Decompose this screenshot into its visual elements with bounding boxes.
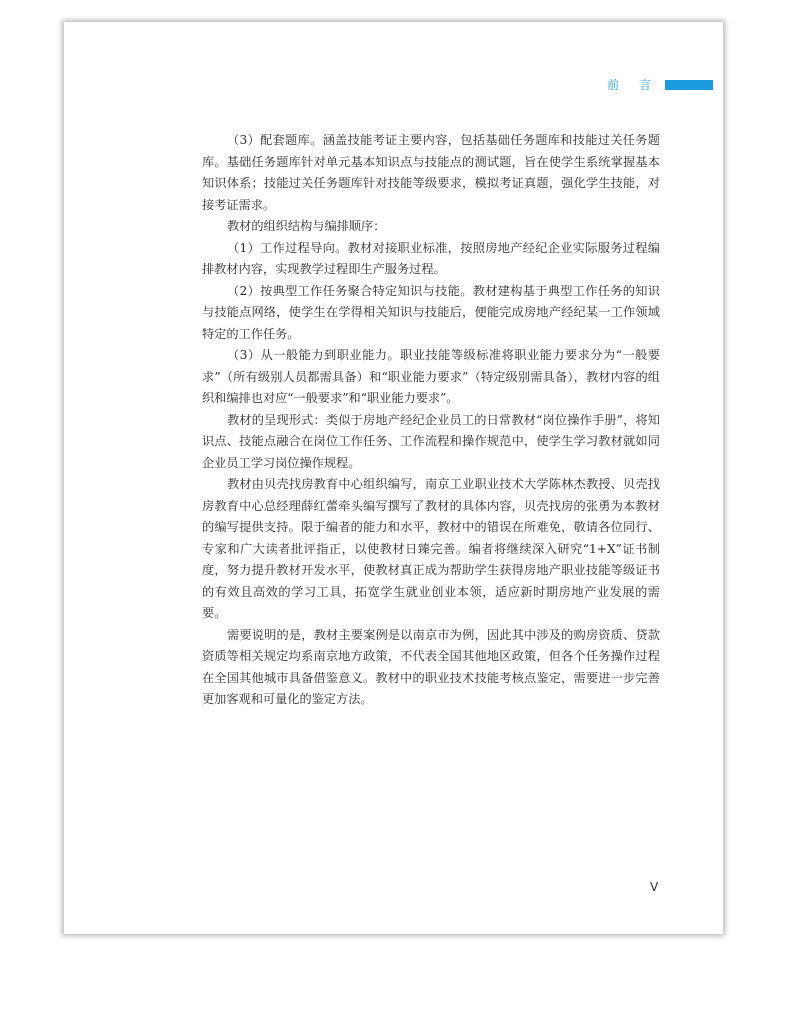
page-number: V bbox=[650, 880, 659, 894]
document-page bbox=[64, 22, 723, 934]
paragraph: （3）配套题库。涵盖技能考证主要内容，包括基础任务题库和技能过关任务题库。基础任务题库针对单元基本知识点与技能点的测试题，旨在使学生系统掌握基本知识体系；技能过关任务题库针对技能等级要求，模拟考证真题，强化学生技能，对接考证需求。 bbox=[202, 133, 660, 212]
header-accent-bar bbox=[665, 80, 713, 90]
paragraph: （2）按典型工作任务聚合特定知识与技能。教材建构基于典型工作任务的知识与技能点网络，使学生在学得相关知识与技能后，便能完成房地产经纪某一工作领域特定的工作任务。 bbox=[202, 283, 660, 341]
paragraph: 需要说明的是，教材主要案例是以南京市为例，因此其中涉及的购房资质、贷款资质等相关规定均系南京地方政策，不代表全国其他地区政策，但各个任务操作过程在全国其他城市具备借鉴意义。教材中的职业技术技能考核点鉴定，需要进一步完善更加客观和可量化的鉴定方法。 bbox=[202, 627, 660, 706]
paragraph: 教材由贝壳找房教育中心组织编写，南京工业职业技术大学陈林杰教授、贝壳找房教育中心总经理薛红蕾牵头编写撰写了教材的具体内容，贝壳找房的张勇为本教材的编写提供支持。限于编者的能力和水平，教材中的错误在所难免，敬请各位同行、专家和广大读者批评指正，以使教材日臻完善。编者将继续深入研究“1+X”证书制度，努力提升教材开发水平，使教材真正成为帮助学生获得房地产职业技能等级证书的有效且高效的学习工具，拓宽学生就业创业本领，适应新时期房地产业发展的需要。 bbox=[202, 477, 660, 620]
page-header bbox=[607, 78, 713, 92]
paragraph: （1）工作过程导向。教材对接职业标准，按照房地产经纪企业实际服务过程编排教材内容，实现教学过程即生产服务过程。 bbox=[202, 240, 660, 276]
paragraph: 教材的呈现形式：类似于房地产经纪企业员工的日常教材“岗位操作手册”，将知识点、技能点融合在岗位工作任务、工作流程和操作规范中，使学生学习教材就如同企业员工学习岗位操作规程。 bbox=[202, 412, 660, 470]
header-title: 前 言 bbox=[607, 78, 659, 92]
paragraph: 教材的组织结构与编排顺序： bbox=[227, 219, 386, 233]
paragraph: （3）从一般能力到职业能力。职业技能等级标准将职业能力要求分为“一般要求”（所有级别人员都需具备）和“职业能力要求”（特定级别需具备），教材内容的组织和编排也对应“一般要求”和“职业能力要求”。 bbox=[202, 348, 660, 405]
body-text bbox=[202, 130, 660, 711]
